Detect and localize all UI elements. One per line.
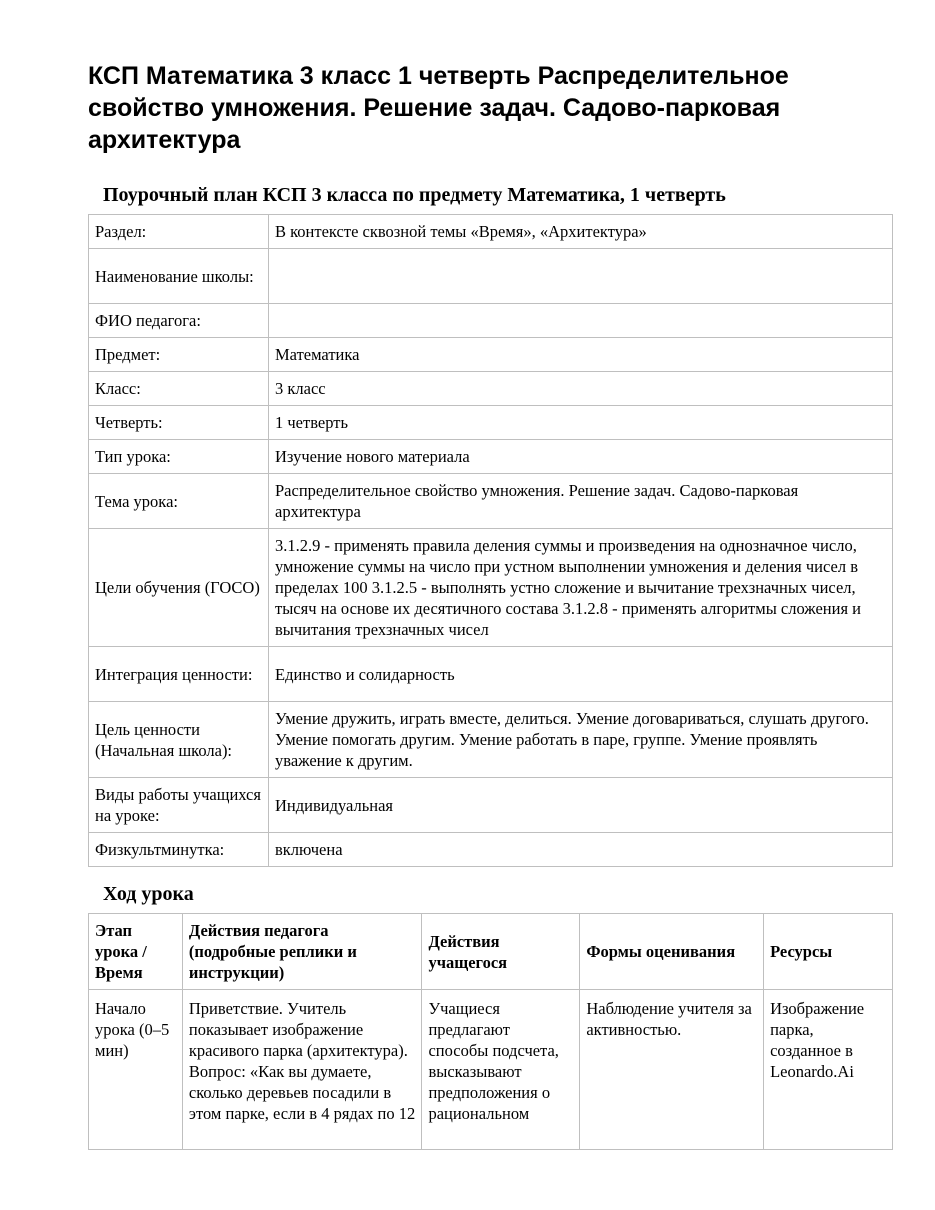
info-value-cell: 3 класс [269, 372, 893, 406]
column-header-stage: Этап урока / Время [89, 914, 183, 990]
info-key-cell: Класс: [89, 372, 269, 406]
info-value-cell: В контексте сквозной темы «Время», «Архитектура» [269, 215, 893, 249]
table-row [89, 338, 893, 372]
info-key-cell: Наименование школы: [89, 249, 269, 304]
table-row [89, 215, 893, 249]
table-row [89, 529, 893, 647]
info-key-cell: Четверть: [89, 406, 269, 440]
info-value-cell: 1 четверть [269, 406, 893, 440]
table-row [89, 406, 893, 440]
lesson-flow-header-row [89, 914, 893, 990]
info-key-cell: Цели обучения (ГОСО) [89, 529, 269, 647]
info-value-cell: Распределительное свойство умножения. Решение задач. Садово-парковая архитектура [269, 474, 893, 529]
table-row [89, 778, 893, 833]
document-title: КСП Математика 3 класс 1 четверть Распределительное свойство умножения. Решение задач. Садово-парковая архитектура [88, 62, 789, 154]
info-key-cell: Интеграция ценности: [89, 647, 269, 702]
document-page [88, 60, 894, 1150]
lesson-info-table [88, 214, 893, 867]
column-header-resources: Ресурсы [764, 914, 893, 990]
info-value-cell: Математика [269, 338, 893, 372]
lesson-flow-table [88, 913, 893, 1150]
info-value-cell [269, 249, 893, 304]
info-key-cell: Тема урока: [89, 474, 269, 529]
info-value-cell: включена [269, 833, 893, 867]
info-value-cell: Единство и солидарность [269, 647, 893, 702]
info-key-cell: ФИО педагога: [89, 304, 269, 338]
column-header-student-actions: Действия учащегося [422, 914, 580, 990]
table-row [89, 702, 893, 778]
info-key-cell: Цель ценности (Начальная школа): [89, 702, 269, 778]
table-row [89, 304, 893, 338]
info-key-cell: Предмет: [89, 338, 269, 372]
lesson-flow-title: Ход урока [103, 883, 194, 905]
info-value-cell: 3.1.2.9 - применять правила деления суммы и произведения на однозначное число, умножение суммы на число при устном выполнении умножения и деления чисел в пределах 100 3.1.2.5 - выполнять устно сложение и вычитание трехзначных чисел, тысяч на основе их десятичного состава 3.1.2.8 - применять алгоритмы сложения и вычитания трехзначных чисел [269, 529, 893, 647]
info-key-cell: Физкультминутка: [89, 833, 269, 867]
info-key-cell: Виды работы учащихся на уроке: [89, 778, 269, 833]
table-row [89, 990, 893, 1150]
info-value-cell: Умение дружить, играть вместе, делиться. Умение договариваться, слушать другого. Умение помогать другим. Умение работать в паре, группе. Умение проявлять уважение к другим. [269, 702, 893, 778]
teacher-actions-cell: Приветствие. Учитель показывает изображение красивого парка (архитектура). Вопрос: «Как вы думаете, сколько деревьев посадили в этом парке, если в 4 рядах по 12 [182, 990, 422, 1150]
plan-title: Поурочный план КСП 3 класса по предмету Математика, 1 четверть [103, 184, 726, 206]
column-header-teacher-actions: Действия педагога (подробные реплики и инструкции) [182, 914, 422, 990]
info-value-cell: Индивидуальная [269, 778, 893, 833]
info-key-cell: Тип урока: [89, 440, 269, 474]
table-row [89, 249, 893, 304]
info-key-cell: Раздел: [89, 215, 269, 249]
assessment-cell: Наблюдение учителя за активностью. [580, 990, 764, 1150]
stage-cell: Начало урока (0–5 мин) [89, 990, 183, 1150]
table-row [89, 474, 893, 529]
table-row [89, 372, 893, 406]
column-header-assessment: Формы оценивания [580, 914, 764, 990]
table-row [89, 833, 893, 867]
info-value-cell [269, 304, 893, 338]
table-row [89, 647, 893, 702]
table-row [89, 440, 893, 474]
student-actions-cell: Учащиеся предлагают способы подсчета, высказывают предположения о рациональном [422, 990, 580, 1150]
info-value-cell: Изучение нового материала [269, 440, 893, 474]
resources-cell: Изображение парка, созданное в Leonardo.Ai [764, 990, 893, 1150]
